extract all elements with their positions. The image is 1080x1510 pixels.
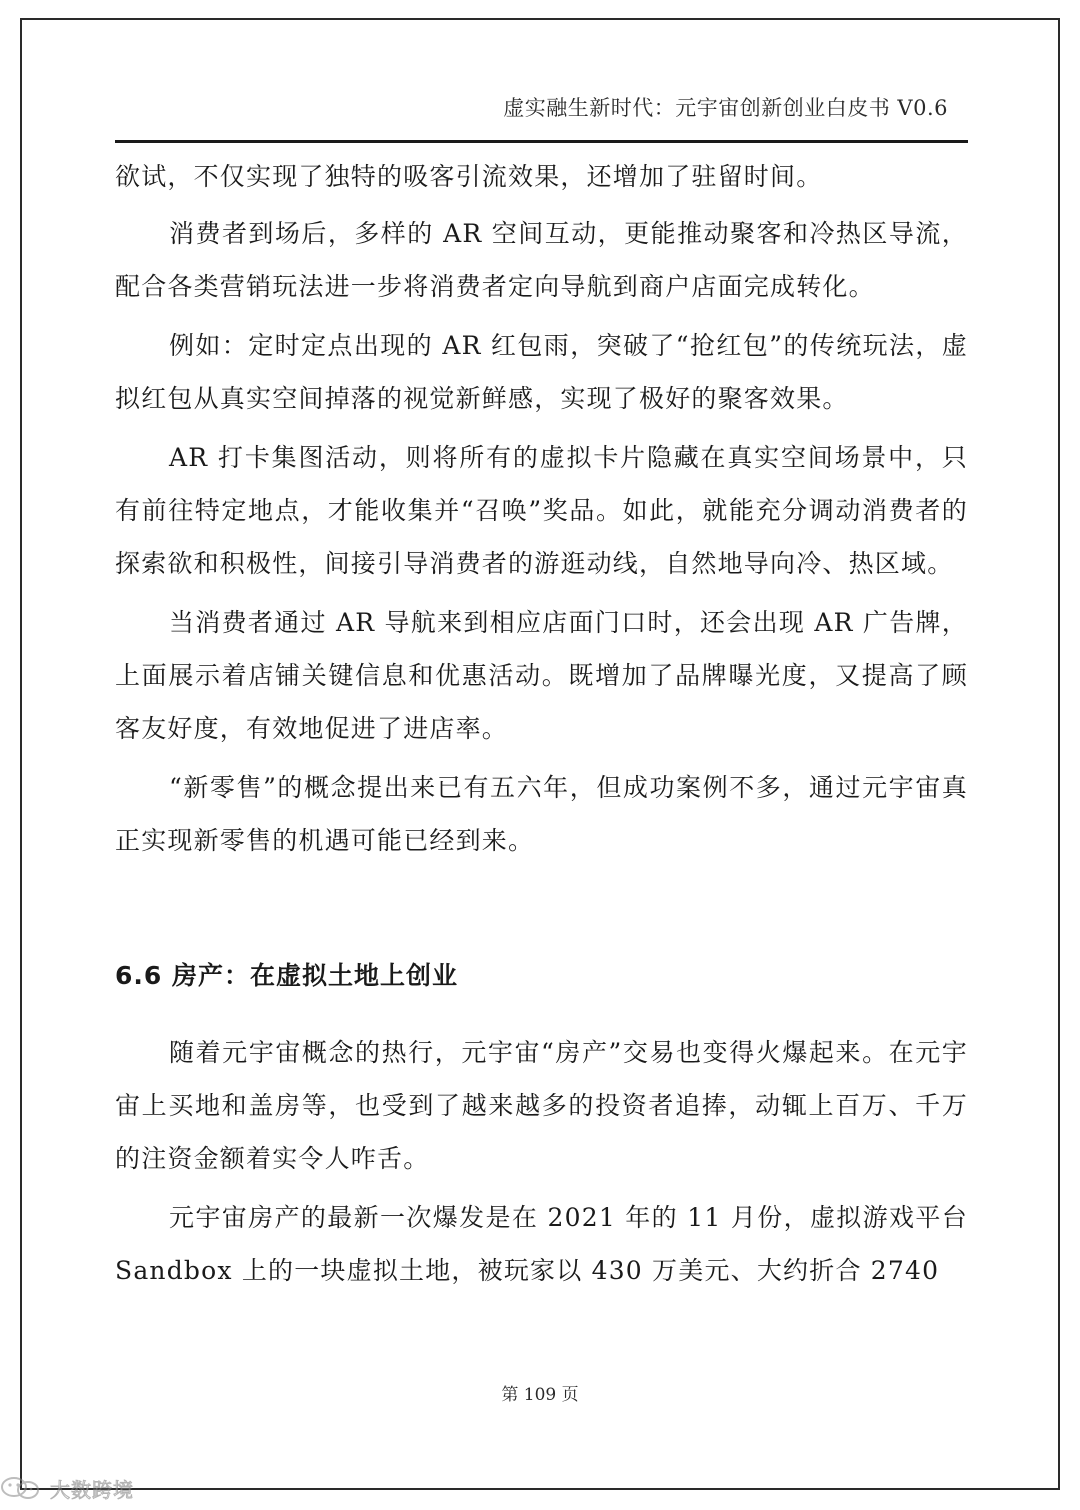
paragraph: 例如：定时定点出现的 AR 红包雨，突破了“抢红包”的传统玩法，虚拟红包从真实空间掉落的视觉新鲜感，实现了极好的聚客效果。: [115, 331, 968, 413]
paragraph: “新零售”的概念提出来已有五六年，但成功案例不多，通过元宇宙真正实现新零售的机遇可能已经到来。: [115, 773, 968, 855]
paragraph-continuation: 欲试，不仅实现了独特的吸客引流效果，还增加了驻留时间。: [115, 162, 823, 191]
paragraph: 元宇宙房产的最新一次爆发是在 2021 年的 11 月份，虚拟游戏平台 Sandbox 上的一块虚拟土地，被玩家以 430 万美元、大约折合 2740: [115, 1203, 968, 1285]
body-text: [115, 150, 968, 1303]
page-number: 第 109 页: [501, 1385, 579, 1405]
watermark-text: 大数跨境: [50, 1477, 134, 1502]
watermark: [0, 1472, 134, 1504]
running-header: 虚实融生新时代：元宇宙创新创业白皮书 V0.6: [503, 96, 948, 120]
section-heading: 6.6 房产：在虚拟土地上创业: [115, 961, 458, 990]
paragraph: 当消费者通过 AR 导航来到相应店面门口时，还会出现 AR 广告牌，上面展示着店铺关键信息和优惠活动。既增加了品牌曝光度，又提高了顾客友好度，有效地促进了进店率。: [115, 608, 968, 743]
paragraph: 随着元宇宙概念的热行，元宇宙“房产”交易也变得火爆起来。在元宇宙上买地和盖房等，也受到了越来越多的投资者追捧，动辄上百万、千万的注资金额着实令人咋舌。: [115, 1038, 968, 1173]
paragraph: AR 打卡集图活动，则将所有的虚拟卡片隐藏在真实空间场景中，只有前往特定地点，才能收集并“召唤”奖品。如此，就能充分调动消费者的探索欲和积极性，间接引导消费者的游逛动线，自然地导向冷、热区域。: [115, 443, 968, 578]
paragraph: 消费者到场后，多样的 AR 空间互动，更能推动聚客和冷热区导流，配合各类营销玩法进一步将消费者定向导航到商户店面完成转化。: [115, 219, 968, 301]
wechat-logo-icon: [0, 1476, 44, 1500]
header-rule: [115, 140, 968, 143]
